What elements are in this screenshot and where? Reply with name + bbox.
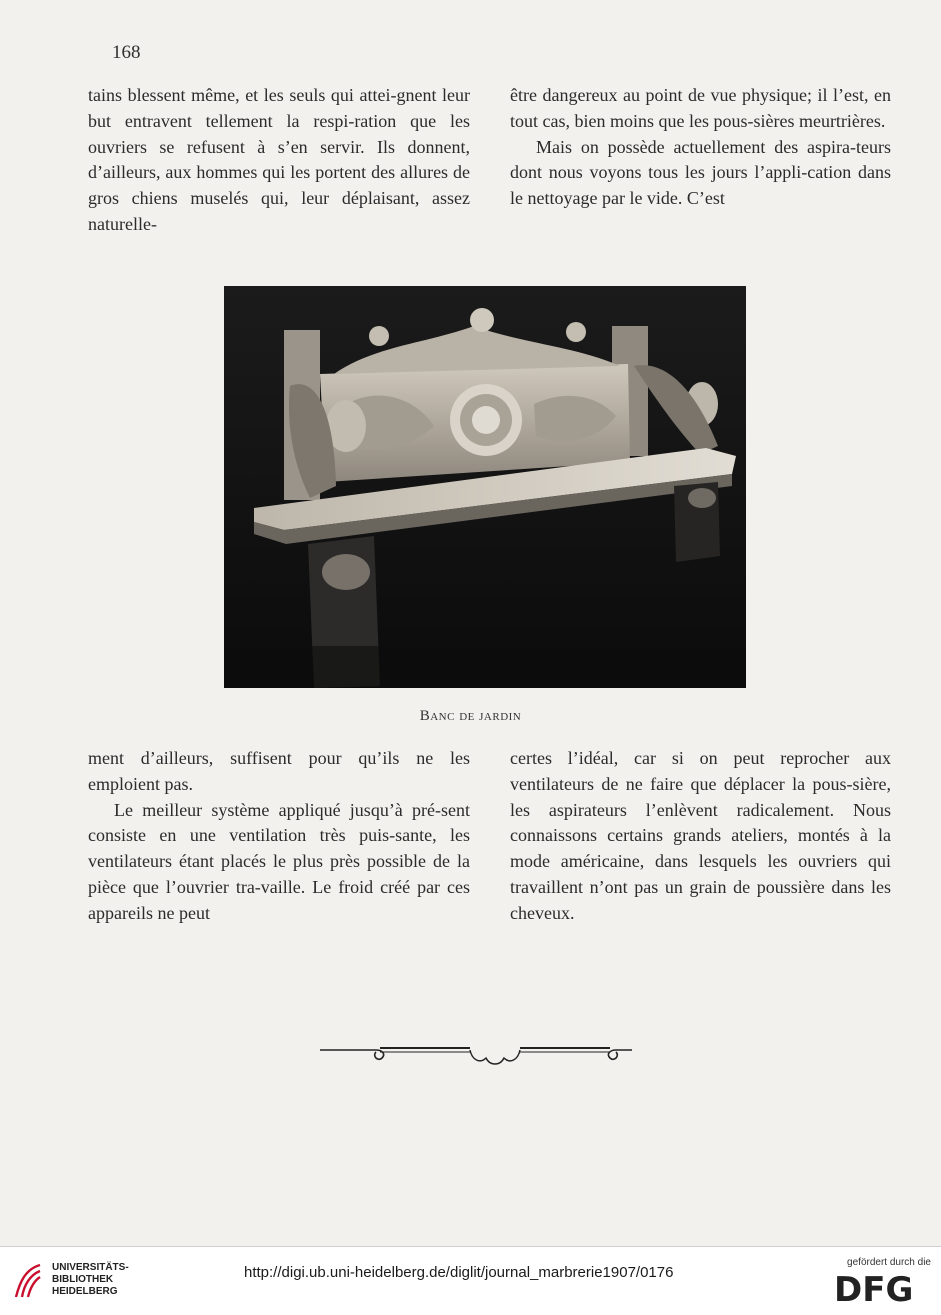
source-url-link[interactable]: http://digi.ub.uni-heidelberg.de/diglit/journal_marbrerie1907/0176 [244,1264,674,1281]
library-name-line: UNIVERSITÄTS- [52,1262,129,1273]
library-name-line: HEIDELBERG [52,1286,118,1297]
figure-caption [0,708,941,725]
right-column-bottom [510,746,891,927]
paragraph: Le meilleur système appliqué jusqu’à pré-sent consiste en une ventilation très puis-sante, les ventilateurs étant placés le plus près possible de la pièce que l’ouvrier tra-vaille. Le froid créé par ces appareils ne peut [88,799,470,923]
dfg-logo-text: DFG [834,1271,914,1305]
caption-text: Banc de jardin [419,708,522,724]
bench-photograph [224,286,746,688]
left-column-bottom [88,746,470,927]
library-name-line: BIBLIOTHEK [52,1274,114,1285]
right-column-top [510,83,891,212]
paragraph: ment d’ailleurs, suffisent pour qu’ils ne les emploient pas. [88,748,470,794]
funded-by-label: gefördert durch die [847,1257,931,1268]
paragraph: Mais on possède actuellement des aspira-teurs dont nous voyons tous les jours l’appli-cation dans le nettoyage par le vide. C’est [510,136,891,209]
paragraph: certes l’idéal, car si on peut reprocher aux ventilateurs de ne faire que déplacer la pous-sière, les aspirateurs l’enlèvent radicalement. Nous connaissons certains grands ateliers, montés à la mode américaine, dans lesquels les ouvriers qui travaillent n’ont pas un grain de poussière dans les cheveux. [510,748,891,923]
library-name [52,1262,129,1298]
tailpiece-ornament-icon [320,1038,632,1070]
paragraph: tains blessent même, et les seuls qui attei-gnent leur but entravent tellement la respi-ration que les ouvriers se refusent à s’en servir. Ils donnent, d’ailleurs, aux hommes qui les portent des allures de gros chiens muselés qui, leur déplaisant, assez naturelle- [88,85,470,234]
left-column-top [88,83,470,238]
paragraph: être dangereux au point de vue physique; il l’est, en tout cas, bien moins que les pous-sières meurtrières. [510,85,891,131]
page-number: 168 [112,42,141,63]
digitization-footer [0,1246,941,1315]
dfg-logo-icon [834,1271,930,1305]
library-logo-icon [12,1261,46,1301]
